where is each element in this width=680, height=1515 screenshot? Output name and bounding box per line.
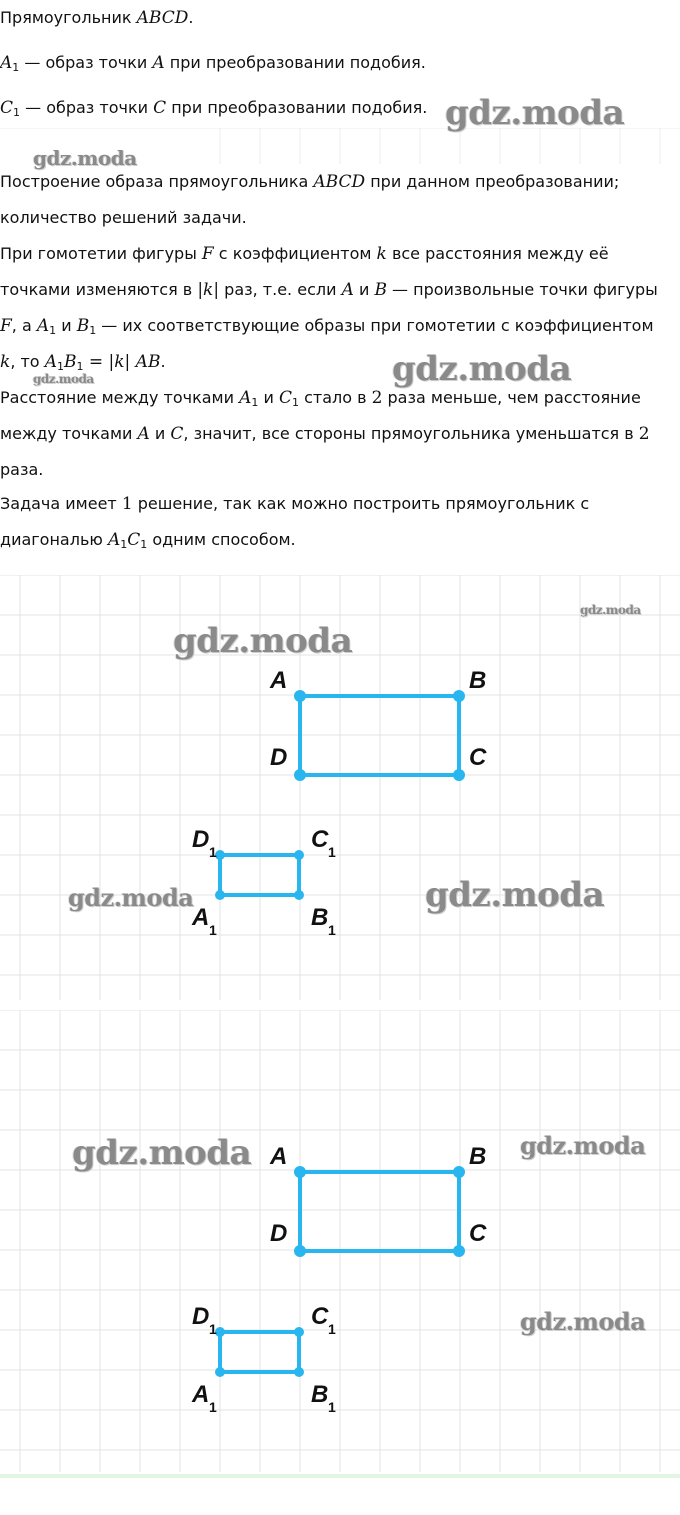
text: . <box>160 352 166 371</box>
label-a: A <box>270 1143 288 1170</box>
label-b: B <box>469 1143 487 1170</box>
label-d1-index: 1 <box>209 844 217 860</box>
vertex-point <box>294 1245 306 1257</box>
text: диагональю <box>0 530 108 549</box>
text: при преобразовании подобия. <box>166 98 428 117</box>
math: A <box>0 53 13 73</box>
watermark: gdz.moda <box>33 372 94 386</box>
text-line-1 <box>0 0 193 36</box>
math: A <box>107 530 121 550</box>
text: Задача имеет <box>0 494 122 513</box>
math: k <box>0 352 11 372</box>
text-line-14 <box>0 522 296 558</box>
math: A <box>239 388 252 408</box>
label-d1: D <box>192 826 210 853</box>
text: , то <box>10 352 45 371</box>
vertex-point <box>453 690 465 702</box>
math: B <box>76 316 90 336</box>
math: ABCD <box>313 172 366 192</box>
math-subscript: 1 <box>76 360 84 373</box>
vertex-point <box>294 1166 306 1178</box>
text: и <box>56 316 77 335</box>
label-d1: D <box>192 1303 210 1330</box>
math: A <box>341 280 354 300</box>
text: точками изменяются в <box>0 280 198 299</box>
watermark: gdz.moda <box>33 146 137 170</box>
math: C <box>170 424 184 444</box>
text: — образ точки <box>20 98 154 117</box>
text: одним способом. <box>147 530 296 549</box>
text: Расстояние между точками <box>0 388 240 407</box>
label-d: D <box>270 744 288 771</box>
watermark: gdz.moda <box>68 883 194 912</box>
vertex-point <box>294 1327 304 1337</box>
vertex-point <box>294 850 304 860</box>
label-a1-index: 1 <box>209 922 217 938</box>
watermark: gdz.moda <box>72 1133 252 1173</box>
text: раз, т.е. если <box>219 280 342 299</box>
text: решение, так как можно построить прямоугольник с <box>132 494 590 513</box>
vertex-point <box>453 1245 465 1257</box>
vertex-point <box>453 1166 465 1178</box>
label-b1: B <box>311 904 329 931</box>
text: раза меньше, чем расстояние <box>382 388 641 407</box>
vertex-point <box>294 1367 304 1377</box>
text-line-11 <box>0 416 650 452</box>
math: C <box>153 98 167 118</box>
math: = |k| AB <box>83 352 161 372</box>
text: , а <box>11 316 37 335</box>
text-line-12 <box>0 452 43 488</box>
math: B <box>374 280 387 300</box>
figure-svg-2 <box>0 1010 680 1472</box>
text: стало в <box>298 388 372 407</box>
watermark: gdz.moda <box>392 349 572 389</box>
vertex-point <box>215 890 225 900</box>
text: и <box>149 424 171 443</box>
label-b1: B <box>311 1381 329 1408</box>
label-c1: C <box>311 826 329 853</box>
math: C <box>278 388 292 408</box>
vertex-point <box>294 690 306 702</box>
text: между точками <box>0 424 138 443</box>
text: Построение образа прямоугольника <box>0 172 314 191</box>
vertex-point <box>294 769 306 781</box>
math: F <box>201 244 214 264</box>
text: и <box>258 388 279 407</box>
math: C <box>127 530 141 550</box>
text-line-13 <box>0 486 589 522</box>
math: C <box>0 98 14 118</box>
math-subscript: 1 <box>120 538 128 551</box>
text: количество решений задачи. <box>0 208 247 227</box>
grid <box>0 1010 680 1472</box>
label-a: A <box>270 667 288 694</box>
vertex-point <box>294 890 304 900</box>
text: . <box>188 8 194 27</box>
label-b1-index: 1 <box>328 1399 336 1415</box>
text: , значит, все стороны прямоугольника уменьшатся в <box>183 424 639 443</box>
math: F <box>0 316 12 336</box>
watermark: gdz.moda <box>173 621 353 661</box>
math: k <box>376 244 387 264</box>
label-a1: A <box>192 1381 210 1408</box>
math: A <box>137 424 150 444</box>
text: при данном преобразовании; <box>365 172 620 191</box>
text: — их соответствующие образы при гомотетии с коэффициентом <box>96 316 654 335</box>
math-subscript: 1 <box>291 396 299 409</box>
text-line-3 <box>0 90 427 126</box>
math: A <box>44 352 57 372</box>
vertex-point <box>215 1367 225 1377</box>
label-a1: A <box>192 904 210 931</box>
label-c1: C <box>311 1303 329 1330</box>
label-d1-index: 1 <box>209 1321 217 1337</box>
text: все расстояния между её <box>386 244 609 263</box>
label-d: D <box>270 1220 288 1247</box>
text: Прямоугольник <box>0 8 137 27</box>
text: — образ точки <box>19 53 153 72</box>
math: |k| <box>197 280 220 300</box>
text: при преобразовании подобия. <box>164 53 426 72</box>
text-line-2 <box>0 45 426 81</box>
math: B <box>63 352 77 372</box>
math-subscript: 1 <box>89 324 97 337</box>
watermark: gdz.moda <box>520 1307 646 1336</box>
math-subscript: 1 <box>140 538 148 551</box>
label-b: B <box>469 667 487 694</box>
text: и <box>353 280 375 299</box>
math-subscript: 1 <box>49 324 57 337</box>
math: A <box>36 316 50 336</box>
watermark: gdz.moda <box>445 93 625 133</box>
math-subscript: 1 <box>56 360 64 373</box>
label-c: C <box>469 1220 487 1247</box>
math: 2 <box>371 388 383 408</box>
math-subscript: 1 <box>13 106 21 119</box>
watermark: gdz.moda <box>425 875 605 915</box>
watermark: gdz.moda <box>580 603 641 617</box>
math-subscript: 1 <box>12 61 20 74</box>
label-c1-index: 1 <box>328 1321 336 1337</box>
text: раза. <box>0 460 44 479</box>
text: с коэффициентом <box>213 244 377 263</box>
math: A <box>152 53 165 73</box>
text: При гомотетии фигуры <box>0 244 202 263</box>
label-a1-index: 1 <box>209 1399 217 1415</box>
label-b1-index: 1 <box>328 922 336 938</box>
label-c1-index: 1 <box>328 844 336 860</box>
watermark: gdz.moda <box>520 1131 646 1160</box>
label-c: C <box>469 744 487 771</box>
text-line-6 <box>0 236 609 272</box>
text: — произвольные точки фигуры <box>386 280 658 299</box>
vertex-point <box>453 769 465 781</box>
text-line-8 <box>0 308 654 344</box>
math-subscript: 1 <box>251 396 259 409</box>
math: 2 <box>638 424 650 444</box>
math: ABCD <box>136 8 189 28</box>
figure-rectangle-2 <box>0 1010 680 1472</box>
text-line-7 <box>0 272 658 308</box>
math: 1 <box>121 494 133 514</box>
bottom-divider <box>0 1474 680 1478</box>
text-line-5 <box>0 200 247 236</box>
